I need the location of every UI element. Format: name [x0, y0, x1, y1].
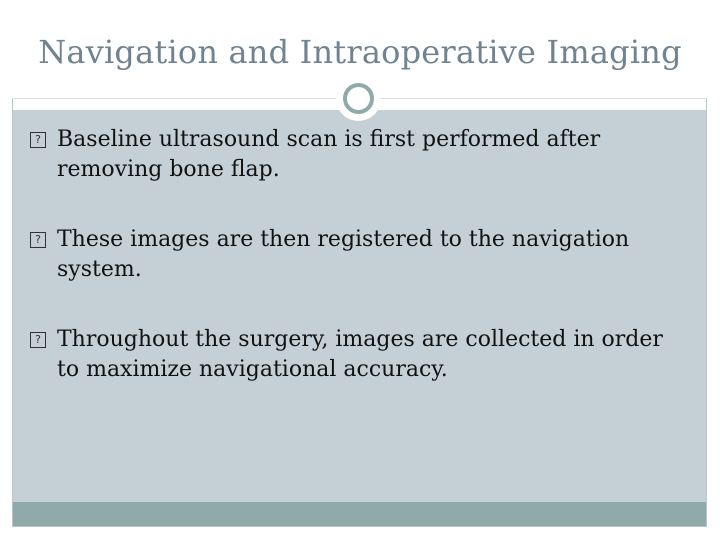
bullet-item: [30, 125, 690, 185]
circle-ornament-icon: [336, 76, 381, 121]
circle-ring: [343, 83, 374, 114]
bullet-text: These images are then registered to the navigation system.: [57, 227, 630, 282]
replacement-character-box-icon: ?: [30, 132, 46, 148]
bullet-item: [30, 325, 690, 385]
bullet-item: [30, 225, 690, 285]
footer-bar: [13, 502, 706, 526]
bullet-list: [30, 125, 690, 425]
replacement-character-box-icon: ?: [30, 232, 46, 248]
bullet-text: Baseline ultrasound scan is first performed after removing bone flap.: [57, 127, 601, 182]
replacement-character-box-icon: ?: [30, 332, 46, 348]
bullet-text: Throughout the surgery, images are collected in order to maximize navigational accuracy.: [57, 327, 663, 382]
slide-title: Navigation and Intraoperative Imaging: [38, 33, 682, 71]
